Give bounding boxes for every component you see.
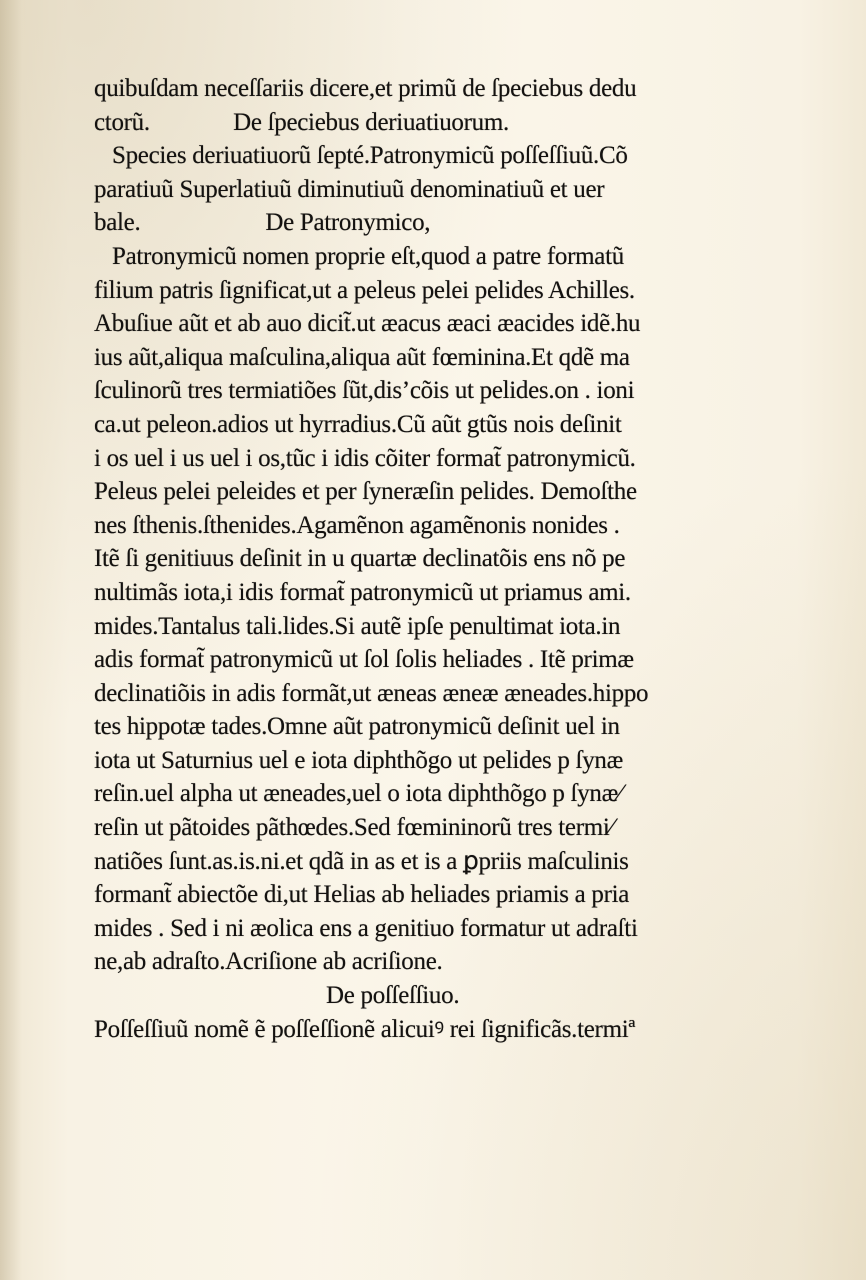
text-line: adis format̃ patronymicũ ut ſol ſolis heliades . Itẽ primæ [94, 646, 634, 674]
section-heading: De poſſeſſiuo. [326, 982, 460, 1010]
text-line: ſculinorũ tres termiatiões ſũt,dis’cõis ut pelides.on . ioni [94, 377, 635, 405]
text-line: Itẽ ſi genitiuus deſinit in u quartæ declinatõis ens nõ pe [94, 545, 626, 573]
text-line: ius aũt,aliqua maſculina,aliqua aũt fœminina.Et qdẽ ma [94, 343, 630, 371]
text-line: reſin.uel alpha ut æneades,uel o iota diphthõgo p ſynæ⁄ [94, 780, 622, 808]
text-line: filium patris ſignificat,ut a peleus pelei pelides Achilles. [94, 276, 635, 304]
text-line: quibuſdam neceſſariis dicere,et primũ de ſpeciebus dedu [94, 75, 637, 102]
text-line: mides.Tantalus tali.lides.Si autẽ ipſe penultimat iota.in [94, 612, 621, 640]
text-line: nultimãs iota,i idis format̃ patronymicũ ut priamus ami. [94, 578, 631, 606]
text-line: iota ut Saturnius uel e iota diphthõgo ut pelides p ſynæ [94, 746, 623, 774]
text-line: ca.ut peleon.adios ut hyrradius.Cũ aũt gtũs nois deſinit [94, 410, 622, 438]
text-line: Poſſeſſiuũ nomẽ ẽ poſſeſſionẽ alicuiꝰ rei ſignificãs.termiª [94, 1015, 635, 1043]
latin-text-block [94, 72, 754, 1046]
text-line: i os uel i us uel i os,tũc i idis cõiter format̃ patronymicũ. [94, 444, 636, 472]
text-line: paratiuũ Superlatiuũ diminutiuũ denominatiuũ et uer [94, 175, 605, 203]
text-line: Peleus pelei peleides et per ſyneræſin pelides. Demoſthe [94, 478, 637, 506]
text-line: ctorũ. De ſpeciebus deriuatiuorum. [94, 108, 509, 136]
text-line: Patronymicũ nomen proprie eſt,quod a patre formatũ [112, 242, 624, 270]
text-line: ne,ab adraſto.Acriſione ab acriſione. [94, 948, 443, 976]
text-line: mides . Sed i ni æolica ens a genitiuo formatur ut adraſti [94, 914, 638, 942]
text-line: Abuſiue aũt et ab auo dicit̃.ut æacus æaci æacides idẽ.hu [94, 310, 641, 338]
text-line: reſin ut pãtoides pãthœdes.Sed fœmininorũ tres termi⁄ [94, 814, 614, 842]
gutter-shadow [0, 0, 22, 1280]
text-line: Species deriuatiuorũ ſepté.Patronymicũ poſſeſſiuũ.Cõ [112, 142, 628, 170]
text-line: formant̃ abiectõe di,ut Helias ab heliades priamis a pria [94, 881, 630, 909]
text-line: nes ſthenis.ſthenides.Agamẽnon agamẽnonis nonides . [94, 511, 620, 539]
text-line: declinatiõis in adis formãt,ut æneas æneæ æneades.hippo [94, 679, 649, 707]
text-line: tes hippotæ tades.Omne aũt patronymicũ deſinit uel in [94, 713, 620, 741]
text-line: natiões ſunt.as.is.ni.et qdã in as et is a ꝑpriis maſculinis [94, 847, 629, 875]
text-line: bale. De Patronymico, [94, 209, 431, 237]
